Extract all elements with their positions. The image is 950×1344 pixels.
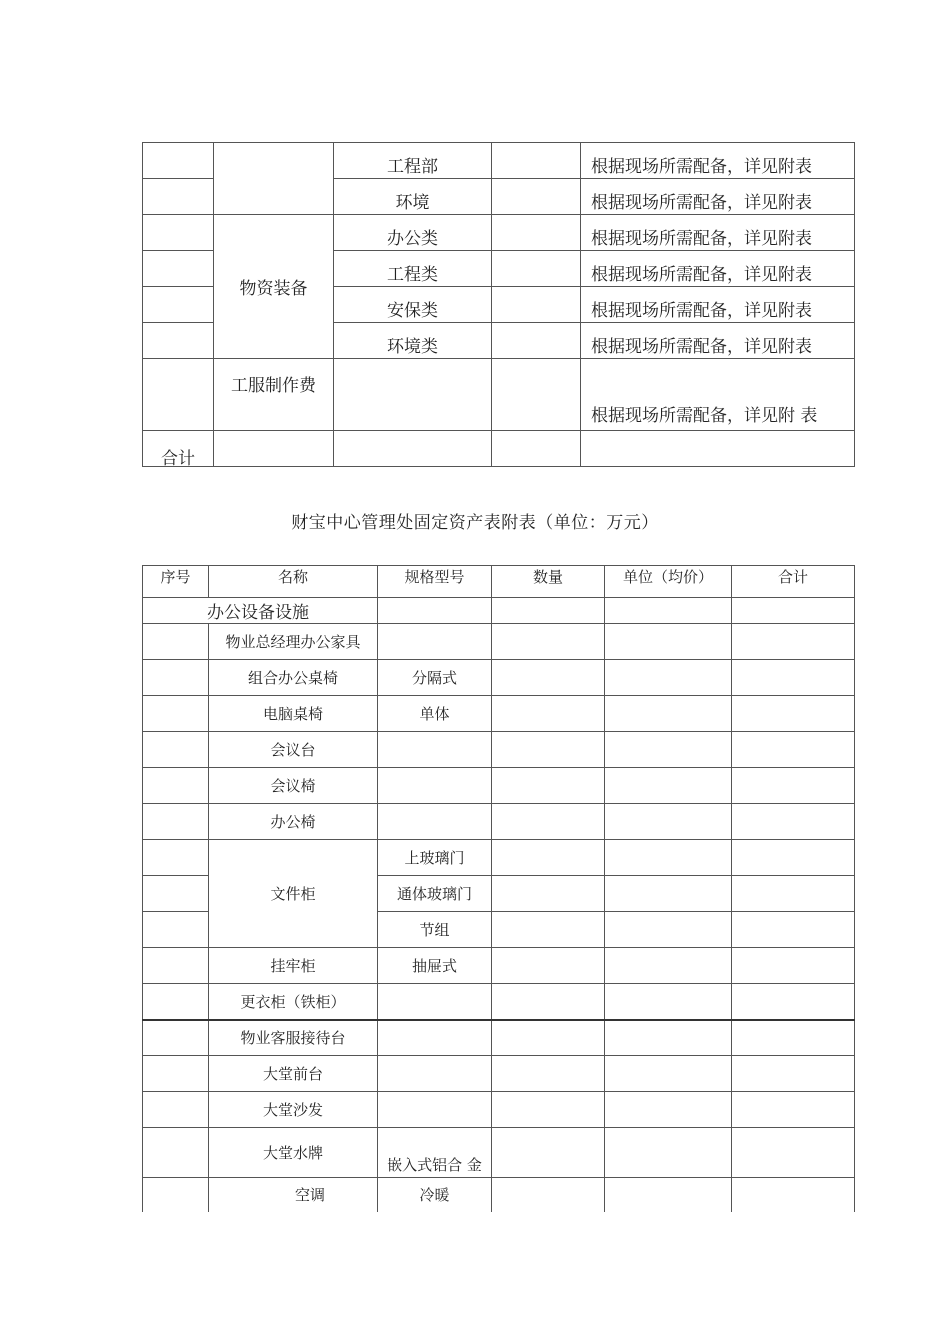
uniform-note: 根据现场所需配备，详见附 表 <box>581 359 855 431</box>
table-cell <box>214 431 334 467</box>
table-cell <box>214 143 334 215</box>
table-cell <box>378 598 492 624</box>
item-label: 工程类 <box>334 251 492 287</box>
table-cell <box>143 143 214 179</box>
category-label: 物资装备 <box>214 215 334 359</box>
header-name: 名称 <box>209 566 378 598</box>
item-note: 根据现场所需配备，详见附表 <box>581 179 855 215</box>
item-spec: 嵌入式铝合 金 <box>378 1128 492 1178</box>
item-name: 大堂水牌 <box>209 1128 378 1178</box>
table-cell <box>334 431 492 467</box>
table-cell <box>143 323 214 359</box>
item-spec <box>378 768 492 804</box>
item-label: 工程部 <box>334 143 492 179</box>
budget-table <box>142 142 855 467</box>
total-label: 合计 <box>143 431 214 467</box>
item-spec: 单体 <box>378 696 492 732</box>
item-spec <box>378 1092 492 1128</box>
item-note: 根据现场所需配备，详见附表 <box>581 287 855 323</box>
item-name: 办公椅 <box>209 804 378 840</box>
appendix-title: 财宝中心管理处固定资产表附表（单位：万元） <box>291 513 659 533</box>
item-name: 组合办公桌椅 <box>209 660 378 696</box>
item-spec: 冷暖 <box>378 1178 492 1212</box>
table-cell <box>605 598 732 624</box>
item-name: 挂牢柜 <box>209 948 378 984</box>
item-label: 环境类 <box>334 323 492 359</box>
item-name: 空调 <box>209 1178 378 1212</box>
item-note: 根据现场所需配备，详见附表 <box>581 323 855 359</box>
item-spec <box>378 984 492 1020</box>
table-cell <box>334 359 492 431</box>
item-spec: 上玻璃门 <box>378 840 492 876</box>
table-cell <box>492 323 581 359</box>
table-cell <box>143 179 214 215</box>
header-qty: 数量 <box>492 566 605 598</box>
table-cell <box>492 359 581 431</box>
item-name: 电脑桌椅 <box>209 696 378 732</box>
item-name: 会议台 <box>209 732 378 768</box>
table-cell <box>492 215 581 251</box>
table-cell <box>143 359 214 431</box>
item-name: 更衣柜（铁柜） <box>209 984 378 1020</box>
item-spec: 分隔式 <box>378 660 492 696</box>
item-spec <box>378 1020 492 1056</box>
item-label: 办公类 <box>334 215 492 251</box>
item-name: 文件柜 <box>209 840 378 948</box>
table-cell <box>492 143 581 179</box>
item-name: 大堂前台 <box>209 1056 378 1092</box>
header-unit-price: 单位（均价） <box>605 566 732 598</box>
table-cell <box>143 251 214 287</box>
uniform-label: 工服制作费 <box>214 359 334 431</box>
table-cell <box>492 179 581 215</box>
item-spec <box>378 624 492 660</box>
item-note: 根据现场所需配备，详见附表 <box>581 251 855 287</box>
item-label: 安保类 <box>334 287 492 323</box>
table-cell <box>492 431 581 467</box>
item-label: 环境 <box>334 179 492 215</box>
table-cell <box>492 287 581 323</box>
table-cell <box>143 215 214 251</box>
item-spec <box>378 1056 492 1092</box>
header-spec: 规格型号 <box>378 566 492 598</box>
section-title: 办公设备设施 <box>143 598 378 624</box>
table-cell <box>492 251 581 287</box>
table-cell <box>581 431 855 467</box>
item-spec: 抽屉式 <box>378 948 492 984</box>
item-name: 大堂沙发 <box>209 1092 378 1128</box>
header-total: 合计 <box>732 566 855 598</box>
item-note: 根据现场所需配备，详见附表 <box>581 143 855 179</box>
table-cell <box>732 598 855 624</box>
item-spec <box>378 804 492 840</box>
table-cell <box>492 598 605 624</box>
item-note: 根据现场所需配备，详见附表 <box>581 215 855 251</box>
item-spec: 通体玻璃门 <box>378 876 492 912</box>
table-cell <box>143 287 214 323</box>
item-name: 物业总经理办公家具 <box>209 624 378 660</box>
fixed-assets-table <box>142 565 855 1212</box>
item-name: 物业客服接待台 <box>209 1020 378 1056</box>
item-spec: 节组 <box>378 912 492 948</box>
item-spec <box>378 732 492 768</box>
header-seq: 序号 <box>143 566 209 598</box>
item-name: 会议椅 <box>209 768 378 804</box>
